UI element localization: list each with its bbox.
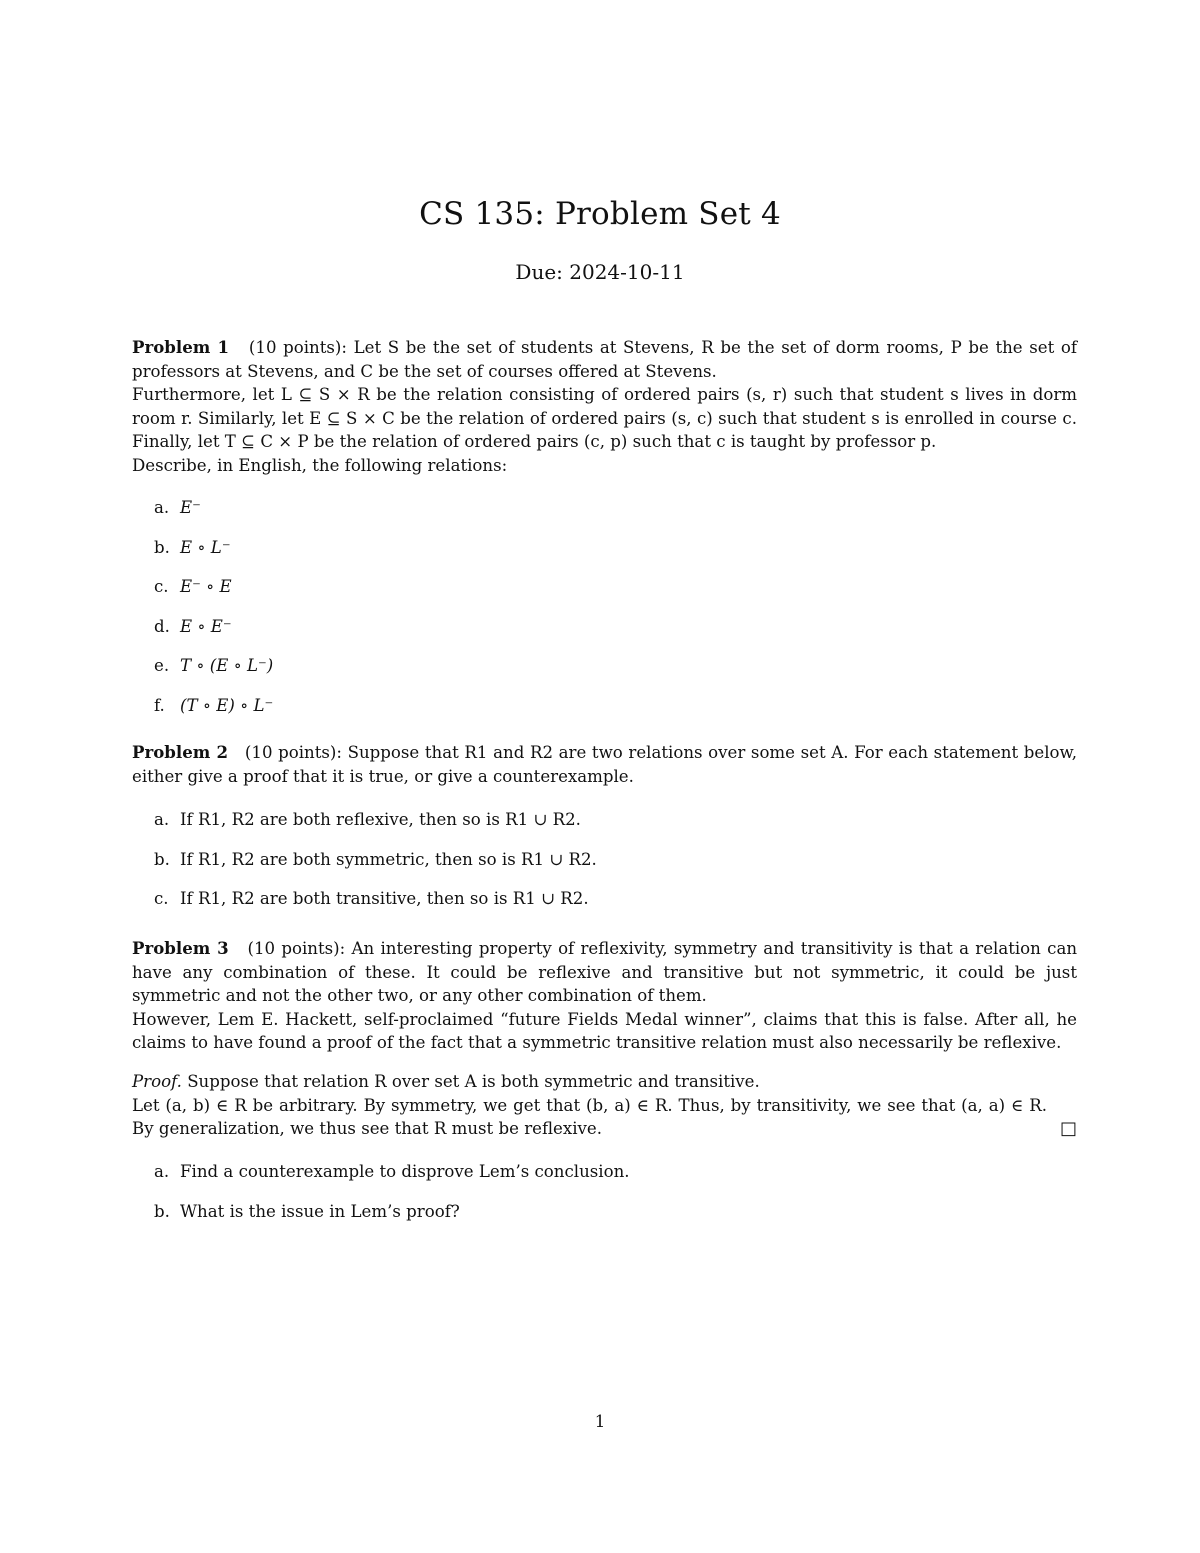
proof-label: Proof. [132, 1072, 182, 1091]
list-item: e. T ∘ (E ∘ L⁻) [154, 656, 274, 675]
list-item: c. E⁻ ∘ E [154, 577, 232, 596]
list-item: a. E⁻ [154, 498, 201, 517]
problem-2-points: (10 points): [244, 743, 342, 762]
proof-line-2: Let (a, b) ∈ R be arbitrary. By symmetry, we get that (b, a) ∈ R. Thus, by transitivity, we see that (a, a) ∈ R. By generalization, we thus see that R must be reflexive. [132, 1095, 1047, 1139]
problem-2-list [154, 808, 597, 927]
list-item: b. E ∘ L⁻ [154, 537, 231, 557]
list-item: d. E ∘ E⁻ [154, 616, 232, 636]
problem-1-line-2: Furthermore, let L ⊆ S × R be the relation consisting of ordered pairs (s, r) such that student s lives in dorm room r. Similarly, let E ⊆ S × C be the relation of ordered pairs (s, c) such that student s is enrolled in course c. Finally, let T ⊆ C × P be the relation of ordered pairs (c, p) such that c is taught by professor p. [132, 385, 1077, 452]
list-item: a. Find a counterexample to disprove Lem’s conclusion. [154, 1162, 630, 1181]
problem-2-label: Problem 2 [132, 742, 228, 762]
problem-1-label: Problem 1 [132, 337, 229, 357]
page-number: 1 [594, 1412, 606, 1431]
problem-3-points: (10 points): [247, 939, 346, 958]
problem-1-list [154, 496, 273, 733]
page-title: CS 135: Problem Set 4 [419, 196, 781, 232]
problem-3-line-1: An interesting property of reflexivity, symmetry and transitivity is that a relation can have any combination of these. It could be reflexive and transitive but not symmetric, it could be just symmetric and not the other two, or any other combination of them. [132, 939, 1078, 1006]
problem-3-list [154, 1160, 630, 1239]
proof-line-1: Suppose that relation R over set A is both symmetric and transitive. [187, 1072, 760, 1091]
due-date: Due: 2024-10-11 [515, 260, 685, 284]
list-item: b. What is the issue in Lem’s proof? [154, 1201, 460, 1221]
list-item: c. If R1, R2 are both transitive, then so is R1 ∪ R2. [154, 889, 589, 908]
problem-1-line-1: Let S be the set of students at Stevens, R be the set of dorm rooms, P be the set of professors at Stevens, and C be the set of courses offered at Stevens. [132, 338, 1078, 381]
problem-3-line-2: However, Lem E. Hackett, self-proclaimed “future Fields Medal winner”, claims that this is false. After all, he claims to have found a proof of the fact that a symmetric transitive relation must also necessarily be reflexive. [132, 1009, 1077, 1053]
problem-2-text [132, 741, 1077, 788]
list-item: b. If R1, R2 are both symmetric, then so is R1 ∪ R2. [154, 849, 597, 869]
problem-2-body: Suppose that R1 and R2 are two relations over some set A. For each statement below, either give a proof that it is true, or give a counterexample. [132, 743, 1077, 786]
list-item: a. If R1, R2 are both reflexive, then so is R1 ∪ R2. [154, 810, 581, 829]
list-item: f. (T ∘ E) ∘ L⁻ [154, 695, 274, 715]
problem-1-points: (10 points): [248, 338, 347, 357]
qed-symbol: □ [1060, 1118, 1078, 1139]
problem-1-text [132, 336, 1077, 478]
problem-1-line-3: Describe, in English, the following relations: [132, 455, 508, 475]
problem-3-label: Problem 3 [132, 938, 229, 958]
proof-block [132, 1070, 1077, 1141]
problem-3-text [132, 937, 1077, 1055]
